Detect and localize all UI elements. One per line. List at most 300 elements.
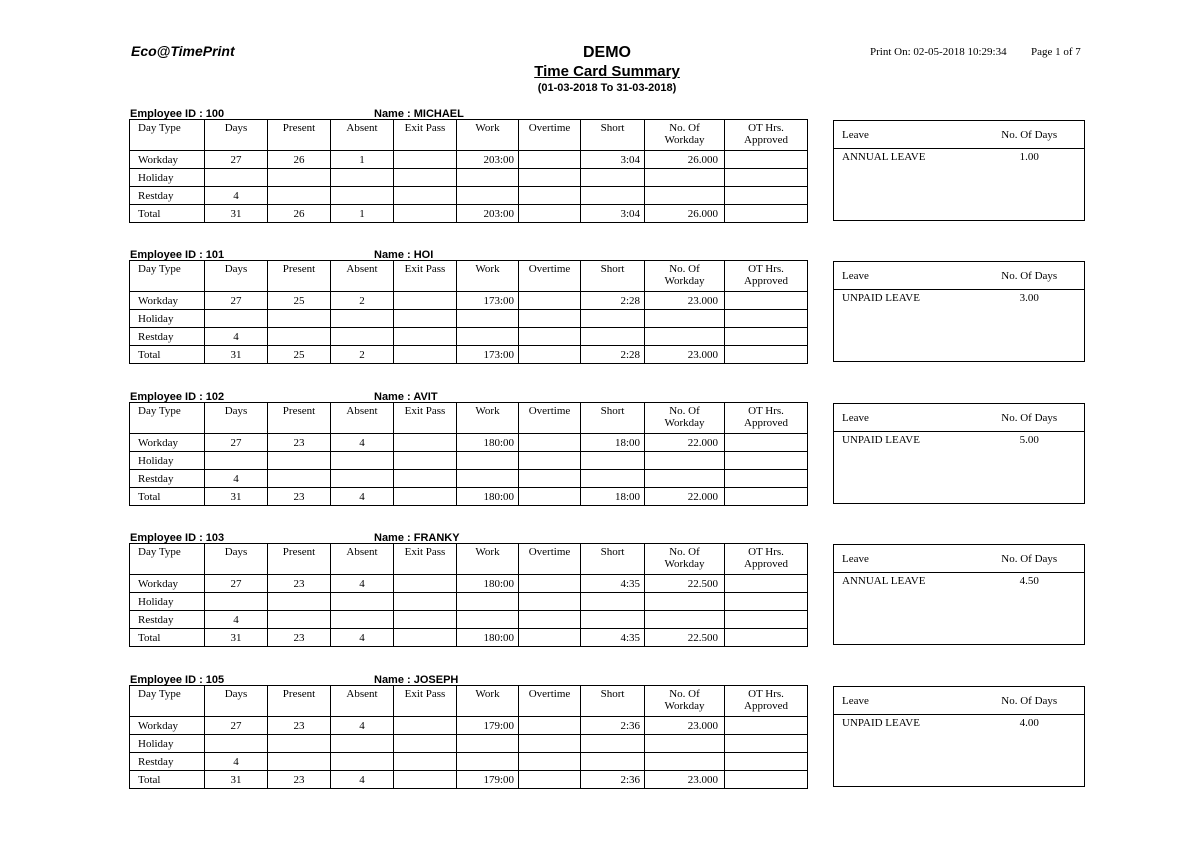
- leave-type: UNPAID LEAVE: [842, 292, 920, 304]
- cell-absent: [331, 452, 394, 470]
- cell-otapp: [725, 151, 808, 169]
- print-timestamp: Print On: 02-05-2018 10:29:34: [870, 46, 1007, 58]
- cell-ot: [519, 611, 581, 629]
- leave-row: [834, 290, 1085, 309]
- cell-exit: [394, 310, 457, 328]
- cell-exit: [394, 169, 457, 187]
- cell-days: 4: [205, 187, 268, 205]
- cell-absent: 4: [331, 629, 394, 647]
- cell-present: [268, 753, 331, 771]
- cell-exit: [394, 575, 457, 593]
- col-day-type: Day Type: [130, 261, 205, 292]
- employee-block: [0, 249, 1198, 379]
- cell-short: [581, 187, 645, 205]
- cell-exit: [394, 452, 457, 470]
- cell-ot: [519, 593, 581, 611]
- brand-title: Eco@TimePrint: [131, 43, 235, 59]
- timecard-row: [130, 434, 808, 452]
- cell-absent: [331, 187, 394, 205]
- cell-days: [205, 169, 268, 187]
- cell-present: [268, 328, 331, 346]
- employee-id: Employee ID : 101: [130, 249, 225, 261]
- timecard-row: [130, 310, 808, 328]
- cell-type: Total: [130, 346, 205, 364]
- cell-ot: [519, 346, 581, 364]
- timecard-table: [129, 119, 808, 223]
- cell-absent: 1: [331, 205, 394, 223]
- cell-short: [581, 328, 645, 346]
- cell-absent: [331, 753, 394, 771]
- cell-short: [581, 470, 645, 488]
- cell-otapp: [725, 187, 808, 205]
- cell-short: [581, 735, 645, 753]
- leave-empty-space: [834, 591, 1085, 645]
- employee-name: Name : FRANKY: [374, 532, 460, 544]
- cell-type: Workday: [130, 151, 205, 169]
- cell-otapp: [725, 434, 808, 452]
- cell-present: 23: [268, 488, 331, 506]
- cell-days: 27: [205, 717, 268, 735]
- cell-otapp: [725, 593, 808, 611]
- employee-id: Employee ID : 103: [130, 532, 225, 544]
- cell-short: 18:00: [581, 488, 645, 506]
- cell-exit: [394, 434, 457, 452]
- cell-absent: [331, 611, 394, 629]
- cell-otapp: [725, 470, 808, 488]
- col-no-of-days: No. Of Days: [975, 121, 1085, 149]
- leave-type: ANNUAL LEAVE: [842, 151, 926, 163]
- cell-present: 23: [268, 771, 331, 789]
- cell-short: 2:28: [581, 346, 645, 364]
- cell-exit: [394, 717, 457, 735]
- col-day-type: Day Type: [130, 403, 205, 434]
- timecard-row: [130, 452, 808, 470]
- cell-nwd: [645, 611, 725, 629]
- cell-type: Restday: [130, 470, 205, 488]
- cell-short: 2:36: [581, 771, 645, 789]
- cell-absent: [331, 735, 394, 753]
- cell-days: [205, 452, 268, 470]
- cell-absent: 2: [331, 292, 394, 310]
- cell-days: [205, 735, 268, 753]
- cell-nwd: [645, 169, 725, 187]
- timecard-row: [130, 488, 808, 506]
- cell-ot: [519, 169, 581, 187]
- col-absent: Absent: [331, 120, 394, 151]
- cell-nwd: [645, 328, 725, 346]
- col-ot-approved: OT Hrs. Approved: [725, 120, 808, 151]
- cell-short: [581, 753, 645, 771]
- cell-nwd: [645, 452, 725, 470]
- timecard-row: [130, 629, 808, 647]
- cell-nwd: [645, 470, 725, 488]
- leave-days: 4.50: [1019, 575, 1039, 587]
- leave-empty-space: [834, 167, 1085, 221]
- timecard-header-row: [130, 120, 808, 151]
- cell-work: 180:00: [457, 488, 519, 506]
- cell-work: 179:00: [457, 771, 519, 789]
- company-name: DEMO: [583, 44, 631, 61]
- col-days: Days: [205, 261, 268, 292]
- leave-empty-cell: [834, 450, 1085, 504]
- cell-work: 180:00: [457, 629, 519, 647]
- leave-header-row: [834, 121, 1085, 149]
- col-no-of-workday: No. Of Workday: [645, 120, 725, 151]
- cell-nwd: [645, 310, 725, 328]
- col-no-of-days: No. Of Days: [975, 687, 1085, 715]
- cell-exit: [394, 151, 457, 169]
- cell-work: 173:00: [457, 292, 519, 310]
- col-present: Present: [268, 686, 331, 717]
- leave-table: [833, 120, 1085, 221]
- col-exit-pass: Exit Pass: [394, 120, 457, 151]
- cell-absent: [331, 169, 394, 187]
- cell-ot: [519, 205, 581, 223]
- leave-type: UNPAID LEAVE: [842, 717, 920, 729]
- col-day-type: Day Type: [130, 686, 205, 717]
- timecard-row: [130, 346, 808, 364]
- timecard-row: [130, 328, 808, 346]
- cell-work: [457, 593, 519, 611]
- cell-work: 180:00: [457, 434, 519, 452]
- col-no-of-days: No. Of Days: [975, 545, 1085, 573]
- leave-table: [833, 686, 1085, 787]
- employee-block: [0, 674, 1198, 804]
- col-leave: Leave: [834, 545, 975, 573]
- employee-name: Name : MICHAEL: [374, 108, 464, 120]
- employee-id: Employee ID : 102: [130, 391, 225, 403]
- cell-exit: [394, 328, 457, 346]
- leave-table: [833, 403, 1085, 504]
- cell-ot: [519, 292, 581, 310]
- cell-otapp: [725, 452, 808, 470]
- leave-empty-space: [834, 733, 1085, 787]
- cell-otapp: [725, 575, 808, 593]
- leave-header-row: [834, 262, 1085, 290]
- leave-empty-cell: [834, 308, 1085, 362]
- cell-ot: [519, 629, 581, 647]
- cell-type: Restday: [130, 611, 205, 629]
- cell-ot: [519, 187, 581, 205]
- timecard-header-row: [130, 403, 808, 434]
- leave-row: [834, 149, 1085, 168]
- col-days: Days: [205, 120, 268, 151]
- leave-empty-cell: [834, 733, 1085, 787]
- col-leave: Leave: [834, 121, 975, 149]
- timecard-row: [130, 717, 808, 735]
- leave-table: [833, 261, 1085, 362]
- col-overtime: Overtime: [519, 544, 581, 575]
- cell-type: Workday: [130, 292, 205, 310]
- col-exit-pass: Exit Pass: [394, 686, 457, 717]
- employee-name: Name : JOSEPH: [374, 674, 459, 686]
- report-period: (01-03-2018 To 31-03-2018): [537, 82, 677, 94]
- col-present: Present: [268, 261, 331, 292]
- leave-type: UNPAID LEAVE: [842, 434, 920, 446]
- col-overtime: Overtime: [519, 120, 581, 151]
- col-short: Short: [581, 403, 645, 434]
- cell-otapp: [725, 169, 808, 187]
- cell-present: 23: [268, 434, 331, 452]
- cell-present: [268, 310, 331, 328]
- leave-row: [834, 715, 1085, 734]
- col-short: Short: [581, 544, 645, 575]
- cell-otapp: [725, 771, 808, 789]
- timecard-row: [130, 611, 808, 629]
- cell-ot: [519, 434, 581, 452]
- col-short: Short: [581, 261, 645, 292]
- leave-days: 4.00: [1019, 717, 1039, 729]
- cell-exit: [394, 346, 457, 364]
- cell-nwd: 26.000: [645, 205, 725, 223]
- leave-days: 1.00: [1019, 151, 1039, 163]
- cell-present: [268, 470, 331, 488]
- cell-days: 31: [205, 771, 268, 789]
- cell-work: [457, 611, 519, 629]
- leave-header-row: [834, 404, 1085, 432]
- col-no-of-days: No. Of Days: [975, 262, 1085, 290]
- cell-exit: [394, 470, 457, 488]
- cell-days: 4: [205, 753, 268, 771]
- cell-absent: 4: [331, 771, 394, 789]
- leave-row: [834, 573, 1085, 592]
- leave-type: ANNUAL LEAVE: [842, 575, 926, 587]
- cell-absent: 4: [331, 717, 394, 735]
- cell-present: [268, 611, 331, 629]
- cell-days: 4: [205, 328, 268, 346]
- cell-exit: [394, 593, 457, 611]
- cell-days: [205, 310, 268, 328]
- cell-absent: 1: [331, 151, 394, 169]
- cell-short: 3:04: [581, 205, 645, 223]
- cell-ot: [519, 310, 581, 328]
- cell-type: Workday: [130, 434, 205, 452]
- cell-days: 27: [205, 292, 268, 310]
- leave-table: [833, 544, 1085, 645]
- cell-nwd: 22.500: [645, 575, 725, 593]
- cell-nwd: 23.000: [645, 771, 725, 789]
- leave-header-row: [834, 545, 1085, 573]
- cell-ot: [519, 470, 581, 488]
- leave-row: [834, 432, 1085, 451]
- col-day-type: Day Type: [130, 544, 205, 575]
- cell-work: [457, 452, 519, 470]
- col-absent: Absent: [331, 686, 394, 717]
- cell-absent: 4: [331, 488, 394, 506]
- cell-exit: [394, 611, 457, 629]
- col-absent: Absent: [331, 403, 394, 434]
- cell-days: 31: [205, 629, 268, 647]
- timecard-row: [130, 187, 808, 205]
- cell-exit: [394, 205, 457, 223]
- cell-exit: [394, 187, 457, 205]
- cell-nwd: 23.000: [645, 717, 725, 735]
- page-number: Page 1 of 7: [1031, 46, 1081, 58]
- cell-nwd: [645, 187, 725, 205]
- col-absent: Absent: [331, 261, 394, 292]
- cell-days: 31: [205, 205, 268, 223]
- cell-short: 3:04: [581, 151, 645, 169]
- cell-type: Total: [130, 205, 205, 223]
- employee-name: Name : HOI: [374, 249, 434, 261]
- cell-nwd: 26.000: [645, 151, 725, 169]
- timecard-row: [130, 753, 808, 771]
- cell-nwd: 22.000: [645, 488, 725, 506]
- cell-type: Restday: [130, 328, 205, 346]
- col-days: Days: [205, 403, 268, 434]
- col-day-type: Day Type: [130, 120, 205, 151]
- cell-present: 23: [268, 629, 331, 647]
- cell-days: 4: [205, 470, 268, 488]
- cell-days: 27: [205, 575, 268, 593]
- col-present: Present: [268, 544, 331, 575]
- cell-ot: [519, 575, 581, 593]
- timecard-table: [129, 543, 808, 647]
- employee-block: [0, 532, 1198, 662]
- timecard-row: [130, 205, 808, 223]
- timecard-table: [129, 260, 808, 364]
- cell-type: Restday: [130, 187, 205, 205]
- leave-empty-cell: [834, 167, 1085, 221]
- col-days: Days: [205, 544, 268, 575]
- cell-type: Holiday: [130, 593, 205, 611]
- col-no-of-workday: No. Of Workday: [645, 686, 725, 717]
- cell-work: [457, 310, 519, 328]
- col-leave: Leave: [834, 404, 975, 432]
- col-leave: Leave: [834, 687, 975, 715]
- cell-work: 179:00: [457, 717, 519, 735]
- employee-id: Employee ID : 105: [130, 674, 225, 686]
- cell-type: Total: [130, 629, 205, 647]
- cell-short: [581, 452, 645, 470]
- cell-nwd: 22.000: [645, 434, 725, 452]
- col-days: Days: [205, 686, 268, 717]
- leave-empty-cell: [834, 591, 1085, 645]
- timecard-row: [130, 151, 808, 169]
- cell-days: 31: [205, 346, 268, 364]
- cell-nwd: [645, 593, 725, 611]
- cell-otapp: [725, 735, 808, 753]
- cell-nwd: 23.000: [645, 346, 725, 364]
- timecard-table: [129, 402, 808, 506]
- cell-work: 173:00: [457, 346, 519, 364]
- col-no-of-workday: No. Of Workday: [645, 544, 725, 575]
- cell-exit: [394, 735, 457, 753]
- col-overtime: Overtime: [519, 403, 581, 434]
- cell-type: Total: [130, 488, 205, 506]
- cell-present: 26: [268, 151, 331, 169]
- cell-work: 203:00: [457, 151, 519, 169]
- cell-type: Holiday: [130, 735, 205, 753]
- cell-work: [457, 328, 519, 346]
- col-work: Work: [457, 544, 519, 575]
- timecard-header-row: [130, 261, 808, 292]
- cell-type: Restday: [130, 753, 205, 771]
- cell-work: [457, 753, 519, 771]
- cell-present: [268, 735, 331, 753]
- cell-otapp: [725, 611, 808, 629]
- cell-type: Holiday: [130, 310, 205, 328]
- cell-days: 27: [205, 151, 268, 169]
- col-no-of-days: No. Of Days: [975, 404, 1085, 432]
- report-title: [0, 63, 1198, 80]
- col-ot-approved: OT Hrs. Approved: [725, 403, 808, 434]
- cell-ot: [519, 452, 581, 470]
- cell-otapp: [725, 328, 808, 346]
- cell-ot: [519, 151, 581, 169]
- col-leave: Leave: [834, 262, 975, 290]
- cell-days: 31: [205, 488, 268, 506]
- cell-otapp: [725, 753, 808, 771]
- cell-otapp: [725, 629, 808, 647]
- cell-ot: [519, 328, 581, 346]
- cell-absent: 4: [331, 575, 394, 593]
- cell-work: [457, 187, 519, 205]
- col-exit-pass: Exit Pass: [394, 544, 457, 575]
- cell-present: [268, 187, 331, 205]
- cell-exit: [394, 488, 457, 506]
- leave-empty-space: [834, 308, 1085, 362]
- cell-ot: [519, 753, 581, 771]
- leave-days: 3.00: [1019, 292, 1039, 304]
- cell-short: 2:28: [581, 292, 645, 310]
- cell-absent: 2: [331, 346, 394, 364]
- cell-short: 2:36: [581, 717, 645, 735]
- cell-otapp: [725, 292, 808, 310]
- timecard-row: [130, 470, 808, 488]
- timecard-header-row: [130, 686, 808, 717]
- cell-short: 18:00: [581, 434, 645, 452]
- timecard-row: [130, 169, 808, 187]
- timecard-row: [130, 771, 808, 789]
- leave-header-row: [834, 687, 1085, 715]
- employee-id: Employee ID : 100: [130, 108, 225, 120]
- cell-short: 4:35: [581, 629, 645, 647]
- col-no-of-workday: No. Of Workday: [645, 261, 725, 292]
- employee-block: [0, 391, 1198, 521]
- col-present: Present: [268, 120, 331, 151]
- cell-present: 23: [268, 575, 331, 593]
- cell-short: [581, 611, 645, 629]
- cell-ot: [519, 735, 581, 753]
- col-short: Short: [581, 686, 645, 717]
- cell-type: Workday: [130, 717, 205, 735]
- cell-work: 180:00: [457, 575, 519, 593]
- cell-type: Holiday: [130, 169, 205, 187]
- col-absent: Absent: [331, 544, 394, 575]
- cell-otapp: [725, 717, 808, 735]
- cell-type: Holiday: [130, 452, 205, 470]
- cell-short: [581, 593, 645, 611]
- cell-present: 25: [268, 292, 331, 310]
- cell-absent: [331, 470, 394, 488]
- cell-ot: [519, 771, 581, 789]
- leave-empty-space: [834, 450, 1085, 504]
- col-short: Short: [581, 120, 645, 151]
- cell-exit: [394, 753, 457, 771]
- cell-absent: 4: [331, 434, 394, 452]
- col-no-of-workday: No. Of Workday: [645, 403, 725, 434]
- cell-short: [581, 169, 645, 187]
- col-work: Work: [457, 120, 519, 151]
- employee-name: Name : AVIT: [374, 391, 438, 403]
- cell-nwd: [645, 735, 725, 753]
- leave-days: 5.00: [1019, 434, 1039, 446]
- cell-short: 4:35: [581, 575, 645, 593]
- timecard-row: [130, 735, 808, 753]
- cell-short: [581, 310, 645, 328]
- cell-otapp: [725, 346, 808, 364]
